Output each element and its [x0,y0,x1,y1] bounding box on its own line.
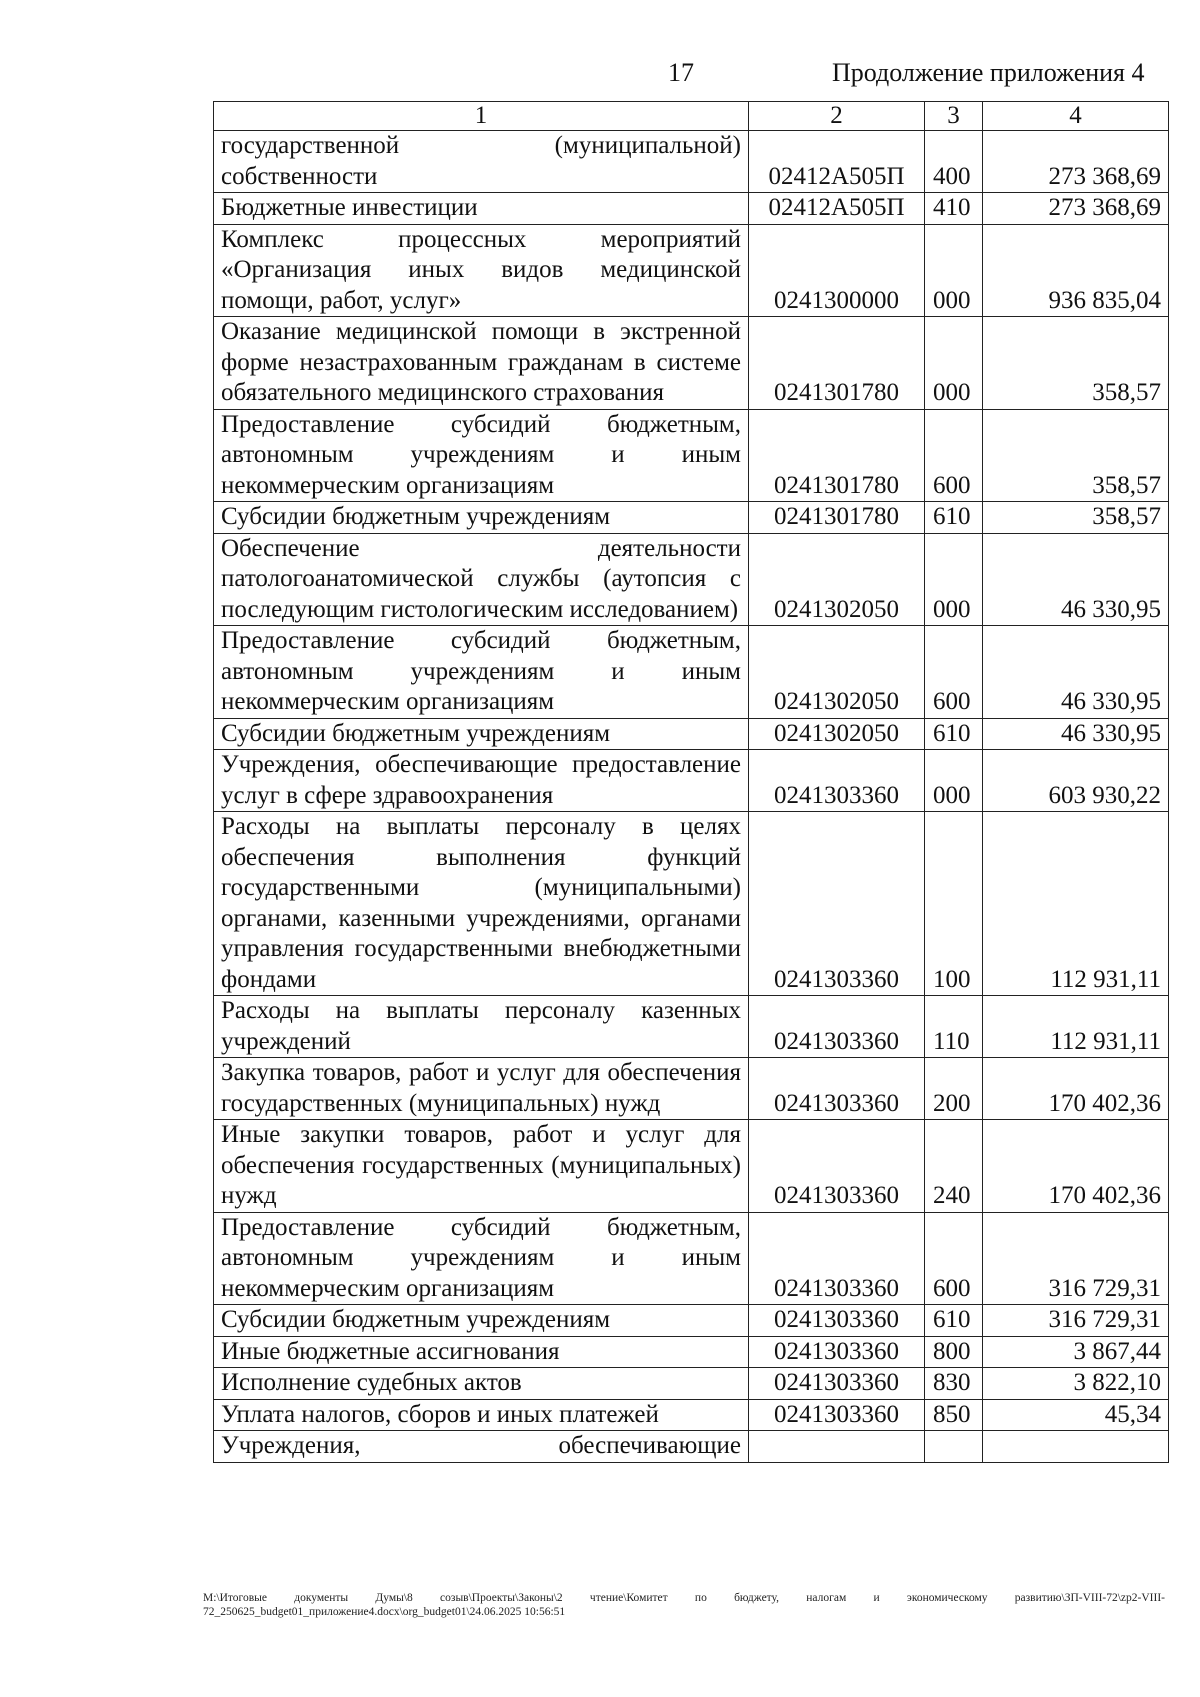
row-name-cell: Предоставление субсидий бюджетным, автономным учреждениям и иным некоммерческим организациям [214,626,749,719]
row-type-cell: 830 [925,1368,983,1400]
row-type-cell: 000 [925,533,983,626]
row-type-cell: 410 [925,193,983,225]
table-row [214,1399,1169,1431]
row-type-cell: 200 [925,1058,983,1120]
row-amount-cell: 46 330,95 [983,626,1169,719]
row-name-cell: Предоставление субсидий бюджетным, автономным учреждениям и иным некоммерческим организациям [214,409,749,502]
row-name-cell: Предоставление субсидий бюджетным, автономным учреждениям и иным некоммерческим организациям [214,1212,749,1305]
row-code-cell [749,1431,925,1463]
row-amount-cell: 112 931,11 [983,996,1169,1058]
row-type-cell: 600 [925,626,983,719]
page-number: 17 [668,58,694,87]
table-row [214,533,1169,626]
row-type-cell: 610 [925,502,983,534]
row-code-cell: 0241303360 [749,1305,925,1337]
row-amount-cell: 273 368,69 [983,131,1169,193]
row-code-cell: 0241303360 [749,1058,925,1120]
row-amount-cell: 3 867,44 [983,1336,1169,1368]
row-amount-cell: 358,57 [983,502,1169,534]
table-row [214,626,1169,719]
row-name-cell: Учреждения, обеспечивающие предоставление услуг в сфере здравоохранения [214,750,749,812]
row-code-cell: 0241301780 [749,502,925,534]
row-name-cell: Бюджетные инвестиции [214,193,749,225]
row-code-cell: 0241303360 [749,1368,925,1400]
row-amount-cell [983,1431,1169,1463]
row-code-cell: 0241303360 [749,1212,925,1305]
row-code-cell: 0241303360 [749,1399,925,1431]
row-amount-cell: 358,57 [983,317,1169,410]
appendix-continuation-label: Продолжение приложения 4 [832,58,1145,87]
row-code-cell: 0241303360 [749,812,925,996]
table-row [214,1336,1169,1368]
table-row [214,317,1169,410]
column-header: 1 [214,102,749,131]
table-row [214,718,1169,750]
row-code-cell: 0241302050 [749,533,925,626]
row-type-cell: 240 [925,1120,983,1213]
document-file-path: М:\Итоговые документы Думы\8 созыв\Проекты\Законы\2 чтение\Комитет по бюджету, налогам и экономическому развитию\ЗП-VIII-72\zp2-VIII-72_250625_budget01_приложение4.docx\org_budget01\24.06.2025 10:56:51 [203,1592,1165,1618]
row-amount-cell: 936 835,04 [983,224,1169,317]
row-amount-cell: 273 368,69 [983,193,1169,225]
row-type-cell: 800 [925,1336,983,1368]
table-row [214,996,1169,1058]
row-code-cell: 0241303360 [749,996,925,1058]
row-amount-cell: 170 402,36 [983,1058,1169,1120]
row-name-cell: Субсидии бюджетным учреждениям [214,502,749,534]
table-row [214,502,1169,534]
row-code-cell: 0241303360 [749,1336,925,1368]
row-name-cell: Закупка товаров, работ и услуг для обеспечения государственных (муниципальных) нужд [214,1058,749,1120]
row-code-cell: 02412А505П [749,193,925,225]
column-header: 3 [925,102,983,131]
row-code-cell: 0241302050 [749,718,925,750]
row-name-cell: Обеспечение деятельности патологоанатомической службы (аутопсия с последующим гистологическим исследованием) [214,533,749,626]
budget-table [213,101,1169,1463]
row-name-cell: Уплата налогов, сборов и иных платежей [214,1399,749,1431]
row-type-cell: 600 [925,409,983,502]
row-type-cell: 850 [925,1399,983,1431]
row-type-cell [925,1431,983,1463]
row-name-cell: Исполнение судебных актов [214,1368,749,1400]
table-row [214,1368,1169,1400]
row-type-cell: 610 [925,1305,983,1337]
row-amount-cell: 358,57 [983,409,1169,502]
row-type-cell: 610 [925,718,983,750]
row-name-cell: Расходы на выплаты персоналу в целях обеспечения выполнения функций государственными (муниципальными) органами, казенными учреждениями, органами управления государственными внебюджетными фондами [214,812,749,996]
table-row [214,750,1169,812]
row-type-cell: 110 [925,996,983,1058]
row-name-cell: Субсидии бюджетным учреждениям [214,718,749,750]
row-type-cell: 000 [925,317,983,410]
row-amount-cell: 112 931,11 [983,812,1169,996]
row-type-cell: 000 [925,750,983,812]
row-code-cell: 0241303360 [749,750,925,812]
table-row [214,193,1169,225]
row-code-cell: 0241301780 [749,317,925,410]
table-row [214,1058,1169,1120]
row-amount-cell: 46 330,95 [983,533,1169,626]
table-header-row [214,102,1169,131]
column-header: 2 [749,102,925,131]
table-row [214,224,1169,317]
row-type-cell: 600 [925,1212,983,1305]
row-name-cell: Учреждения, обеспечивающие [214,1431,749,1463]
row-name-cell: Субсидии бюджетным учреждениям [214,1305,749,1337]
row-amount-cell: 46 330,95 [983,718,1169,750]
row-name-cell: Оказание медицинской помощи в экстренной форме незастрахованным гражданам в системе обязательного медицинского страхования [214,317,749,410]
table-row [214,812,1169,996]
row-type-cell: 100 [925,812,983,996]
row-name-cell: Иные закупки товаров, работ и услуг для обеспечения государственных (муниципальных) нужд [214,1120,749,1213]
row-name-cell: государственной (муниципальной) собственности [214,131,749,193]
row-amount-cell: 316 729,31 [983,1212,1169,1305]
table-row [214,1305,1169,1337]
row-code-cell: 0241301780 [749,409,925,502]
table-row [214,409,1169,502]
row-code-cell: 0241300000 [749,224,925,317]
row-amount-cell: 170 402,36 [983,1120,1169,1213]
row-name-cell: Комплекс процессных мероприятий «Организация иных видов медицинской помощи, работ, услуг» [214,224,749,317]
row-amount-cell: 3 822,10 [983,1368,1169,1400]
row-amount-cell: 316 729,31 [983,1305,1169,1337]
row-name-cell: Расходы на выплаты персоналу казенных учреждений [214,996,749,1058]
table-row [214,1431,1169,1463]
column-header: 4 [983,102,1169,131]
row-code-cell: 02412А505П [749,131,925,193]
table-row [214,131,1169,193]
row-type-cell: 400 [925,131,983,193]
row-amount-cell: 603 930,22 [983,750,1169,812]
row-amount-cell: 45,34 [983,1399,1169,1431]
table-row [214,1120,1169,1213]
row-name-cell: Иные бюджетные ассигнования [214,1336,749,1368]
row-type-cell: 000 [925,224,983,317]
row-code-cell: 0241303360 [749,1120,925,1213]
table-row [214,1212,1169,1305]
row-code-cell: 0241302050 [749,626,925,719]
table-body [214,102,1169,1463]
